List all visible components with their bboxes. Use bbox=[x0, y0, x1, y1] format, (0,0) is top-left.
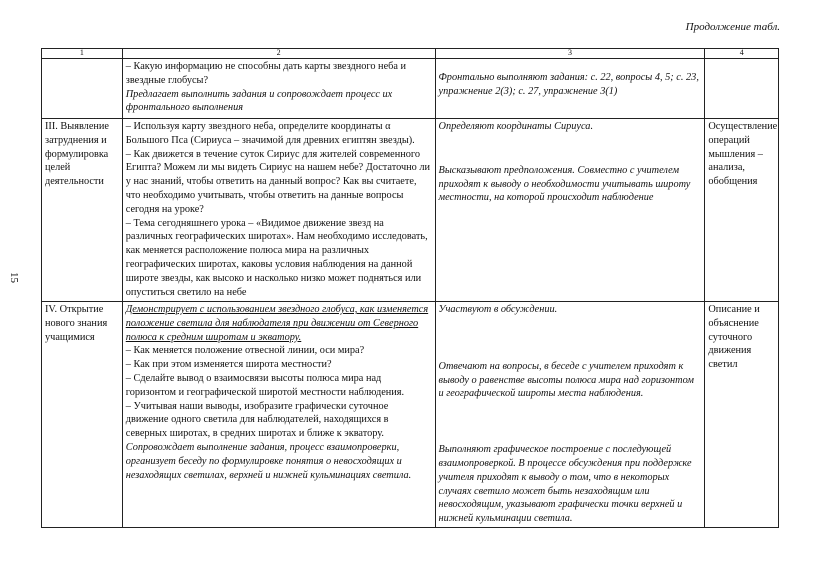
learning-action-cell bbox=[705, 119, 779, 302]
teacher-question: – Тема сегодняшнего урока – «Видимое движение звезд на различных географических широтах». Нам необходимо исследовать, как меняется расположение полюса мира на различных географических широтах, каковы условия наблюдения на данной широте звезды, как высоко и насколько низко может подняться или опуститься светило на небе bbox=[125, 217, 428, 298]
learning-action: Осуществление операций мышления – анализа, обобщения bbox=[708, 121, 778, 188]
teacher-activity-cell bbox=[122, 302, 435, 528]
stage-title: III. Выявление затруднения и формулировка целей деятельности bbox=[45, 121, 109, 188]
student-activity: Фронтально выполняют задания: с. 22, вопросы 4, 5; с. 23, упражнение 2(3); с. 27, упражнение 3(1) bbox=[438, 72, 699, 97]
teacher-instruction: Демонстрирует с использованием звездного глобуса, как изменяется положение светила для наблюдателя при движении от Северного полюса к средним широтам и экватору. bbox=[125, 304, 429, 343]
student-activity-cell bbox=[435, 59, 705, 119]
table-row bbox=[42, 302, 779, 528]
table-row bbox=[42, 119, 779, 302]
stage-title: IV. Открытие нового знания учащимися bbox=[45, 304, 108, 343]
continuation-label: Продолжение табл. bbox=[685, 21, 780, 33]
page-number: 15 bbox=[8, 272, 20, 283]
teacher-question: – Используя карту звездного неба, определите координаты α Большого Пса (Сириуса – значимой для древних египтян звезды). bbox=[125, 121, 415, 146]
student-activity: Выполняют графическое построение с последующей взаимопроверкой. В процессе обсуждения при поддержке учителя приходят к выводу о том, что в некоторых случаях светило может быть незаходящим или невосходящим, указывают графически точки верхней и нижней кульминации светила. bbox=[438, 444, 692, 525]
student-activity: Участвуют в обсуждении. bbox=[438, 304, 558, 315]
learning-action-cell bbox=[705, 59, 779, 119]
learning-action-cell bbox=[705, 302, 779, 528]
teacher-instruction: Предлагает выполнить задания и сопровождает процесс их фронтального выполнения bbox=[125, 88, 393, 114]
student-activity: Отвечают на вопросы, в беседе с учителем приходят к выводу о равенстве высоты полюса мира над горизонтом и географической широты места наблюдения. bbox=[438, 360, 694, 400]
student-activity-cell bbox=[435, 119, 705, 302]
teacher-question: – Учитывая наши выводы, изобразите графически суточное движение одного светила для наблюдателей, находящихся в северных широтах, в средних широтах и ближе к экватору. bbox=[125, 400, 389, 440]
teacher-activity-cell bbox=[122, 59, 435, 119]
teacher-instruction: Сопровождает выполнение задания, процесс взаимопроверки, организует беседу по формулировке понятия о невосходящих и незаходящих светилах, верхней и нижней кульминациях светила. bbox=[125, 441, 412, 481]
column-header: 3 bbox=[435, 49, 705, 59]
teacher-question: – Сделайте вывод о взаимосвязи высоты полюса мира над горизонтом и географической широтой местности наблюдения. bbox=[125, 372, 405, 398]
teacher-question: – Как при этом изменяется широта местности? bbox=[125, 359, 332, 371]
learning-action: Описание и объяснение суточного движения светил bbox=[708, 304, 760, 371]
teacher-question: – Какую информацию не способны дать карты звездного неба и звездные глобусы? bbox=[125, 61, 407, 86]
teacher-question: – Как меняется положение отвесной линии, оси мира? bbox=[125, 345, 365, 357]
column-header: 1 bbox=[42, 49, 123, 59]
teacher-question: – Как движется в течение суток Сириус для жителей современного Египта? Можем ли мы видеть Сириус на нашем небе? Достаточно ли у нас знаний, чтобы ответить на данный вопрос? Как вы считаете, что необходимо учитывать, чтобы ответить на данные вопросы сегодня на уроке? bbox=[125, 148, 431, 215]
stage-cell bbox=[42, 59, 123, 119]
stage-cell bbox=[42, 302, 123, 528]
student-activity: Высказывают предположения. Совместно с учителем приходят к выводу о необходимости учитывать широту местности, на которой происходит наблюдение bbox=[438, 164, 691, 204]
teacher-activity-cell bbox=[122, 119, 435, 302]
stage-cell bbox=[42, 119, 123, 302]
lesson-table bbox=[41, 48, 779, 528]
student-activity-cell bbox=[435, 302, 705, 528]
column-header: 4 bbox=[705, 49, 779, 59]
header-row bbox=[42, 49, 779, 59]
table-row bbox=[42, 59, 779, 119]
student-activity: Определяют координаты Сириуса. bbox=[438, 121, 594, 132]
column-header: 2 bbox=[122, 49, 435, 59]
